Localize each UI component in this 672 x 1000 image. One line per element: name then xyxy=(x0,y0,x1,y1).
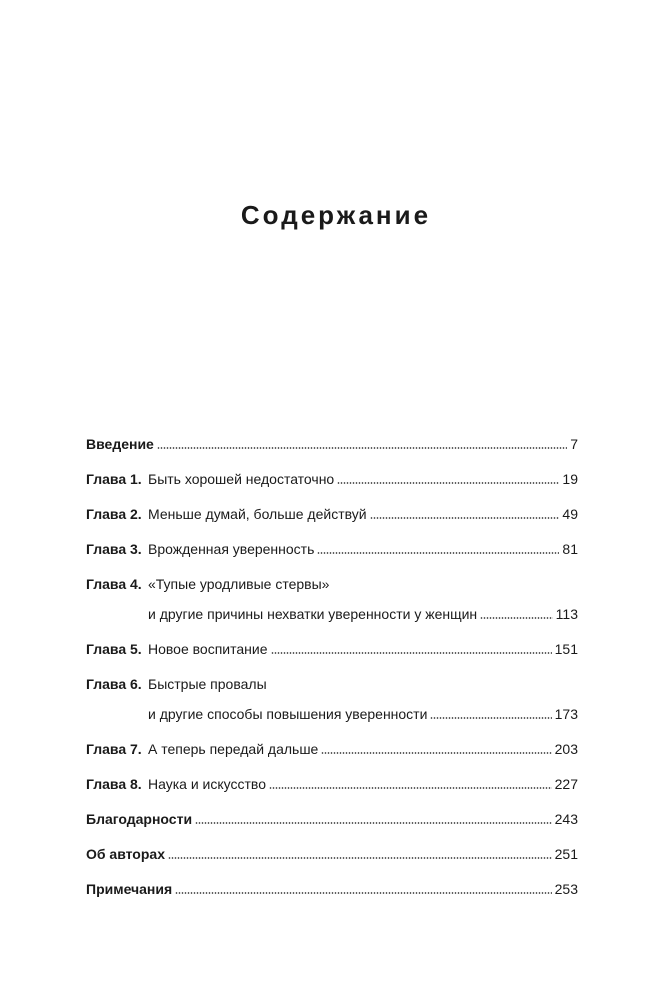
toc-page-number: 7 xyxy=(570,436,578,452)
dot-leader xyxy=(195,822,552,824)
dot-leader xyxy=(168,857,552,859)
dot-leader xyxy=(337,482,559,484)
toc-page-number: 81 xyxy=(562,541,578,557)
chapter-number: Глава 3. xyxy=(86,541,142,557)
chapter-number: Глава 6. xyxy=(86,676,142,692)
chapter-number: Глава 4. xyxy=(86,576,142,592)
dot-leader xyxy=(370,517,560,519)
toc-entry-introduction[interactable] xyxy=(86,434,578,454)
toc-entry-acknowledgements[interactable] xyxy=(86,809,578,829)
dot-leader xyxy=(317,552,559,554)
chapter-title: Быстрые провалы xyxy=(148,676,267,692)
toc-entry-chapter-6[interactable] xyxy=(86,674,578,724)
toc-entry-about-authors[interactable] xyxy=(86,844,578,864)
toc-entry-chapter-4[interactable] xyxy=(86,574,578,624)
chapter-title: А теперь передай дальше xyxy=(148,741,319,757)
toc-entry-chapter-3[interactable] xyxy=(86,539,578,559)
chapter-number: Глава 1. xyxy=(86,471,142,487)
toc-page-number: 253 xyxy=(554,881,578,897)
chapter-number: Глава 5. xyxy=(86,641,142,657)
toc-entry-notes[interactable] xyxy=(86,879,578,899)
toc-entry-chapter-5[interactable] xyxy=(86,639,578,659)
chapter-title: «Тупые уродливые стервы» xyxy=(148,576,330,592)
dot-leader xyxy=(157,447,567,449)
dot-leader xyxy=(321,752,551,754)
dot-leader xyxy=(269,787,552,789)
toc-entry-chapter-2[interactable] xyxy=(86,504,578,524)
toc-page-number: 227 xyxy=(554,776,578,792)
chapter-number: Глава 2. xyxy=(86,506,142,522)
chapter-title-continuation: и другие способы повышения уверенности xyxy=(148,706,428,722)
chapter-number: Глава 7. xyxy=(86,741,142,757)
toc-entry-chapter-8[interactable] xyxy=(86,774,578,794)
toc-page-number: 151 xyxy=(554,641,578,657)
dot-leader xyxy=(430,717,551,719)
toc-page-number: 49 xyxy=(562,506,578,522)
chapter-title: Врожденная уверенность xyxy=(148,541,315,557)
toc-page-number: 19 xyxy=(562,471,578,487)
toc-entry-label: Введение xyxy=(86,436,154,452)
page-title: Содержание xyxy=(240,200,432,230)
toc-page-number: 251 xyxy=(554,846,578,862)
toc-entry-label: Об авторах xyxy=(86,846,165,862)
table-of-contents xyxy=(86,434,578,914)
chapter-title: Быть хорошей недостаточно xyxy=(148,471,335,487)
chapter-title-continuation: и другие причины нехватки уверенности у женщин xyxy=(148,606,478,622)
toc-entry-chapter-7[interactable] xyxy=(86,739,578,759)
toc-page-number: 243 xyxy=(554,811,578,827)
dot-leader xyxy=(271,652,552,654)
toc-entry-chapter-1[interactable] xyxy=(86,469,578,489)
toc-page-number: 113 xyxy=(555,606,578,622)
toc-page-number: 203 xyxy=(554,741,578,757)
dot-leader xyxy=(480,617,553,619)
dot-leader xyxy=(175,892,551,894)
chapter-title: Новое воспитание xyxy=(148,641,268,657)
chapter-title: Наука и искусство xyxy=(148,776,266,792)
chapter-number: Глава 8. xyxy=(86,776,142,792)
toc-entry-label: Примечания xyxy=(86,881,173,897)
toc-page-number: 173 xyxy=(554,706,578,722)
chapter-title: Меньше думай, больше действуй xyxy=(148,506,367,522)
toc-entry-label: Благодарности xyxy=(86,811,193,827)
